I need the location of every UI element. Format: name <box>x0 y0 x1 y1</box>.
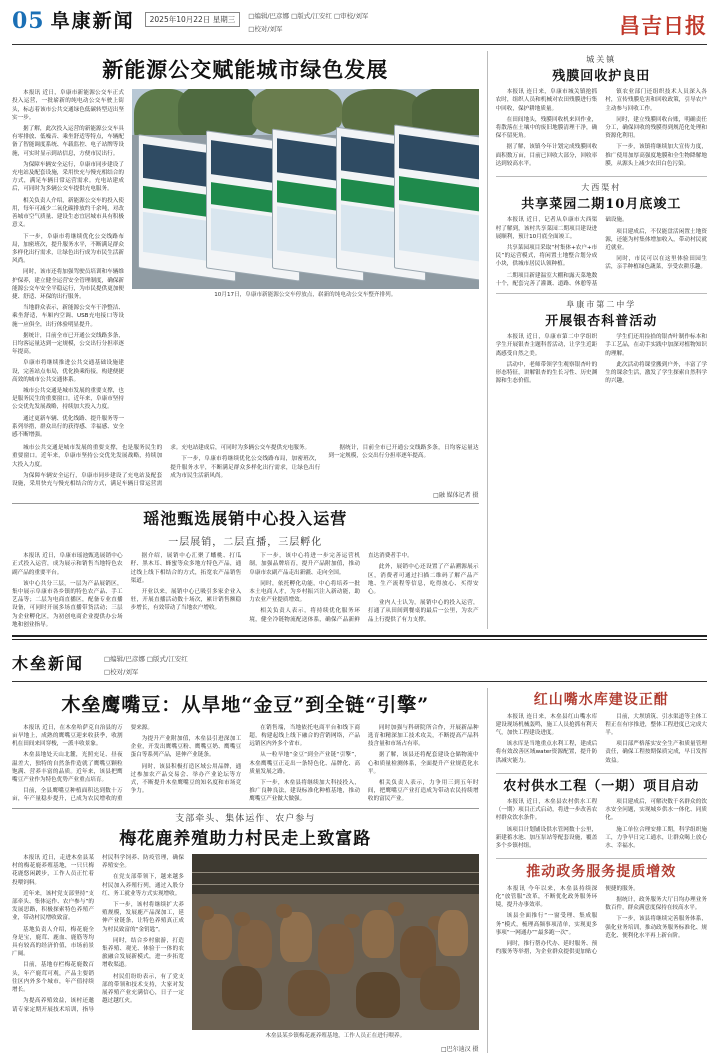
right-article-4-body <box>496 713 707 768</box>
deer-photo-block <box>192 854 479 1053</box>
mulei-editor-credits <box>94 651 188 677</box>
section-divider <box>12 635 707 640</box>
right-separator-4 <box>496 858 707 859</box>
right-article-5-headline: 农村供水工程（一期）项目启动 <box>503 778 700 794</box>
paragraph: 此次活动将课堂搬到户外，丰富了学生的课余生活，激发了学生探索自然科学的兴趣。 <box>605 361 707 385</box>
right-separator-2 <box>496 293 707 294</box>
paper-nameplate: 昌吉日报 <box>619 13 707 38</box>
right-column-lower <box>487 688 707 1053</box>
mulei-editor-line-1: □编辑/巴彦娜 □版式/江安红 <box>104 655 188 664</box>
paragraph: 为提高养殖效益，该村还邀请专家定期开展技术培训，指导村民科学饲养、防疫管理，确保养殖安全。 <box>12 855 184 1013</box>
paragraph: 同时，该市还将加强驾驶员培训和车辆维护保养，建立健全运营安全管理制度，确保新能源公交车安全平稳运行，为市民提供更加便捷、舒适、环保的出行服务。 <box>12 269 124 300</box>
deer-photo-caption: 木垒县某乡镇梅花鹿养殖基地，工作人员正在进行喂养。 <box>265 1033 406 1040</box>
paragraph: 开业以来，展销中心已吸引多家企业入驻，开展直播活动数十场次，累计销售额稳步增长，有效带动了当地农户增收。 <box>130 589 242 612</box>
article2-headline: 瑶池甄选展销中心投入运营 <box>143 509 348 529</box>
mulei-editor-line-2: □校对/刘军 <box>104 668 139 677</box>
paragraph: 本报讯 连日来，木垒县红山嘴水库建设现场机械轰鸣，施工人员抢抓有利天气，加快工程建设进度。 <box>495 713 598 736</box>
article2-subhead: 一层展销，二层直播，三层孵化 <box>168 537 323 549</box>
right-article-6-headline: 推动政务服务提质增效 <box>526 864 677 881</box>
paragraph: 该县全面推行“一窗受理、集成服务”模式，梳理高频事项清单，实现更多事项“一网通办”“最多跑一次”。 <box>495 913 598 936</box>
lead-body-left <box>12 89 124 439</box>
paragraph: 近年来，该村党支部坚持“支部牵头、集体运作、农户参与”的发展思路，积极探索特色养殖产业，带动村民增收致富。 <box>12 890 94 922</box>
paragraph: 共享菜园项目采取“村集体+农户+市民”的运营模式，将闲置土地整合划分成小块，供城市居民认领种植。 <box>495 244 598 268</box>
masthead-rule <box>12 44 707 45</box>
paragraph: 为提升产业附加值，木垒县引进深加工企业，开发出鹰嘴豆粉、鹰嘴豆奶、鹰嘴豆蛋白等系列产品，延伸产业链条。 <box>130 735 242 759</box>
paragraph: 相关负责人表示，将持续优化服务环境，健全冷链物流配送体系，确保产品新鲜直达消费者手中。 <box>249 553 413 623</box>
right-article-3-headline: 开展银杏科普活动 <box>545 313 658 329</box>
editor-credits <box>240 8 368 34</box>
article2-body <box>12 552 479 629</box>
lead-photo-caption: 10月17日，阜康市新能源公交车停放点，崭新的纯电动公交车整齐排列。 <box>214 292 397 299</box>
right-article-2-kicker: 大西渠村 <box>581 183 622 193</box>
paragraph: 据了解，此次投入运营的新能源公交车具有零排放、低噪音、乘坐舒适等特点，车辆配备了智能调度系统、车载监控、电子站牌等设施，可实时显示到站信息，方便市民出行。 <box>12 126 124 157</box>
right-article-2-headline: 共享菜园二期10月底竣工 <box>521 197 682 213</box>
paragraph: 在销售端，当地依托电商平台和线下商超，构建起线上线下融合的营销网络，产品远销区内外多个省市。 <box>249 724 360 748</box>
paragraph: 同时，推行帮办代办、延时服务、预约服务等举措，为企业群众提供更加贴心便捷的服务。 <box>495 885 639 956</box>
masthead <box>12 0 707 40</box>
paragraph: 下一步，阜康市将继续优化公交线路布局，加密班次，提升服务水平，不断满足群众多样化出行需求，让绿色出行成为市民生活新风尚。 <box>170 456 321 479</box>
right-article-6-body <box>496 885 707 957</box>
paragraph: 项目部严格落实安全生产和质量管理责任，确保工程按期保质完成，早日发挥效益。 <box>605 741 707 764</box>
paragraph: 同时，建立残膜回收台账，明确责任分工，确保回收的残膜得到规范化处理和资源化利用。 <box>605 116 707 140</box>
paragraph: 同时，市民可以在这里体验田园生活，亲手种植绿色蔬菜，享受农耕乐趣。 <box>605 256 707 271</box>
mulei-rule <box>12 681 707 682</box>
paragraph: 同时，依托孵化功能，中心将培养一批本土电商人才，为乡村振兴注入新动能，助力农业产业提质增效。 <box>249 580 360 604</box>
paragraph: 同时，结合乡村旅游，打造集养殖、观光、体验于一体的农旅融合发展新模式，进一步拓宽增收渠道。 <box>102 937 184 969</box>
lead-photo-block <box>132 89 479 442</box>
paragraph: 镇农业部门还组织技术人员深入各村，宣传残膜危害和回收政策，引导农户主动参与回收工作。 <box>605 89 707 112</box>
lead-headline: 新能源公交赋能城市绿色发展 <box>102 57 389 82</box>
paragraph: 该中心共分三层，一层为产品展销区，集中展示阜康市各乡镇的特色农产品、手工艺品等；二层为电商直播区，配备专业直播设备，可同时开展多场直播带货活动；三层为企业孵化区，为初创电商企业提供办公场地和创业指导。 <box>12 580 123 628</box>
paragraph: 本报讯 近日，走进木垒县某村的梅花鹿养殖基地，一只只梅花鹿悠闲踱步，工作人员正忙着投喂饲料。 <box>12 855 94 886</box>
paragraph: 据统计，政务服务大厅日均办理业务数百件，群众满意度保持在较高水平。 <box>605 896 707 912</box>
paragraph: 村民们纷纷表示，有了党支部的带领和技术支持，大家对发展养殖产业充满信心，日子一定越过越红火。 <box>102 973 184 1005</box>
lower-grid <box>12 688 707 1053</box>
right-article-3-body <box>496 333 707 388</box>
paragraph: 项目建成后，可解决数千名群众的饮水安全问题，实现城乡供水一体化、同质化。 <box>605 798 707 822</box>
paragraph: 据介绍，展销中心汇聚了蟠桃、打瓜籽、黑木耳、蜂蜜等众多地方特色产品，通过线上线下相结合的方式，拓宽农产品销售渠道。 <box>130 553 242 584</box>
right-article-1-headline: 残膜回收护良田 <box>552 69 651 84</box>
paragraph: 相关负责人介绍，新能源公交车的投入使用，每年可减少二氧化碳排放约千余吨，对改善城市空气质量、建设生态宜居城市具有积极意义。 <box>12 197 124 229</box>
mulei-masthead <box>12 646 707 677</box>
date-line: 2025年10月22日 星期三 <box>145 12 241 27</box>
right-article-1-kicker: 城关镇 <box>586 55 617 64</box>
paragraph: 据统计，目前全市已开通公交线路多条，日均客运量达到一定规模，公交出行分担率逐年提高。 <box>328 445 479 460</box>
upper-grid <box>12 51 707 629</box>
paragraph: 下一步，该中心将进一步完善运营机制，加强品牌培育，提升产品附加值，推动阜康市农副产品走出新疆、走向全国。 <box>249 553 360 576</box>
paragraph: 本报讯 近日，木垒县农村供水工程（一期）项目正式启动，将进一步改善农村群众饮水条件。 <box>495 798 598 822</box>
paragraph: 本报讯 近日，在木垒哈萨克自治县的万亩旱地上，成熟的鹰嘴豆迎来收获季，收割机在田间来回穿梭，一派丰收景象。 <box>12 724 123 748</box>
paragraph: 此外，展销中心还设置了产品溯源展示区，消费者可通过扫描二维码了解产品产地、生产流程等信息，吃得放心、买得安心。 <box>367 564 479 595</box>
paragraph: 目前，基地存栏梅花鹿数百头，年产鹿茸可观，产品主要销往区内外多个城市，年产值持续增长。 <box>12 962 94 994</box>
right-article-2-body <box>496 216 707 288</box>
right-separator-3 <box>496 773 707 774</box>
deer-kicker: 支部牵头、集体运作、农户参与 <box>175 813 316 824</box>
mulei-body <box>12 724 479 804</box>
paragraph: 在党支部带领下，越来越多村民加入养殖行列，通过入股分红、务工就业等方式实现增收。 <box>102 874 184 897</box>
paragraph: 城市公共交通是城市发展的重要支撑，也是服务民生的重要窗口。近年来，阜康市坚持公交优先发展战略，持续加大投入力度。 <box>12 387 124 411</box>
paragraph: 木垒县地处天山北麓，光照充足、昼夜温差大，独特的自然条件造就了鹰嘴豆颗粒饱满、营养丰富的品质。近年来，该县把鹰嘴豆产业作为特色优势产业重点培育。 <box>12 752 123 783</box>
editor-line-2: □校对/刘军 <box>248 25 283 33</box>
deer-byline: □巴尔迪汉 摄 <box>440 1046 479 1053</box>
right-article-3-kicker: 阜康市第二中学 <box>566 299 637 309</box>
right-column-upper <box>487 51 707 629</box>
paragraph: 学生们还用捡拾的银杏叶制作标本和手工艺品，在动手实践中加深对植物知识的理解。 <box>605 334 707 357</box>
lead-body-bottom <box>12 444 479 488</box>
paragraph: 为保障车辆安全运行，阜康市同步建设了充电站及配套设施，采用快充与慢充相结合的方式，满足车辆日常运营需求。充电站建成后，可同时为多辆公交车提供充电服务。 <box>12 161 124 193</box>
bus-fleet-photo <box>132 89 479 289</box>
paragraph: 本报讯 近日，阜康市第二中学组织学生开展银杏主题科普活动，让学生近距离感受自然之美。 <box>495 334 598 357</box>
paragraph: 基地负责人介绍，梅花鹿全身是宝，鹿茸、鹿血、鹿筋等均具有较高的经济价值，市场前景广阔。 <box>12 926 94 958</box>
paragraph: 据了解，该镇今年计划完成残膜回收面积数万亩，目前已回收大部分，回收率达到较高水平。 <box>495 144 598 167</box>
paragraph: 通过更新车辆、优化线路、提升服务等一系列举措，群众出行的获得感、幸福感、安全感不断增强。 <box>12 415 124 438</box>
paragraph: 从一粒旱地“金豆”到全产业链“引擎”，木垒鹰嘴豆正走出一条特色化、品牌化、高质量发展之路。 <box>249 752 360 775</box>
paragraph: 业内人士认为，展销中心的投入运营，打通了从田间到餐桌的最后一公里，为农产品上行提供了有力支撑。 <box>367 600 479 623</box>
paragraph: 活动中，老师带领学生观察银杏叶的形态特征，讲解银杏的生长习性、历史渊源和生态价值。 <box>495 361 598 385</box>
paragraph: 据了解，该县还将配套建设仓储物流中心和质量检测体系，全面提升产业规范化水平。 <box>367 752 479 775</box>
article-separator-2 <box>12 808 479 809</box>
paragraph: 同时加强与科研院所合作，开展新品种选育和精深加工技术攻关，不断提高产品科技含量和市场占有率。 <box>367 724 479 748</box>
paragraph: 本报讯 近日，记者从阜康市大西渠村了解到，该村共享菜园二期项目建设进展顺利，预计10月底全面竣工。 <box>495 217 598 240</box>
paragraph: 下一步，阜康市将继续优化公交线路布局，加密班次，提升服务水平，不断满足群众多样化出行需求，让绿色出行成为市民生活新风尚。 <box>12 233 124 265</box>
paragraph: 下一步，该县将继续完善服务体系，强化业务培训，推动政务服务标准化、规范化、便利化水平再上新台阶。 <box>605 916 707 939</box>
paragraph: 城市公共交通是城市发展的重要支撑，也是服务民生的重要窗口。近年来，阜康市坚持公交优先发展战略，持续加大投入力度。 <box>12 445 163 468</box>
paragraph: 该项目计划铺设供水管网数十公里，新建蓄水池、加压泵站等配套设施，覆盖多个乡镇村组。 <box>495 826 598 849</box>
deer-headline: 梅花鹿养殖助力村民走上致富路 <box>119 828 372 849</box>
left-main-column-lower <box>12 688 479 1053</box>
paragraph: 目前，全县鹰嘴豆种植面积达到数十万亩，年产量稳步提升，已成为农民增收的重要来源。 <box>12 724 154 803</box>
lead-text-left <box>12 89 124 442</box>
paragraph: 据统计，目前全市已开通公交线路多条，日均客运量达到一定规模，公交出行分担率逐年提高。 <box>12 332 124 356</box>
paragraph: 下一步，木垒县将继续加大科技投入，推广良种良法，建设标准化种植基地，推动鹰嘴豆产业做大做强。 <box>249 779 360 803</box>
paragraph: 本报讯 今年以来，木垒县持续深化“放管服”改革，不断优化政务服务环境，提升办事效率。 <box>495 885 598 909</box>
deer-farm-photo <box>192 854 479 1030</box>
paragraph: 该水库是当地重点水利工程，建成后将有效改善区域water资源配置，提升防洪减灾能力。 <box>495 741 598 764</box>
left-main-column <box>12 51 479 629</box>
paragraph: 为保障车辆安全运行，阜康市同步建设了充电站及配套设施，采用快充与慢充相结合的方式，满足车辆日常运营需求。充电站建成后，可同时为多辆公交车提供充电服务。 <box>12 445 311 487</box>
paragraph: 本报讯 近日，阜康市新能源公交车正式投入运营，一批崭新的纯电动公交车驶上街头，标志着该市公共交通绿色低碳转型迈出坚实一步。 <box>12 90 124 121</box>
paragraph: 同时，该县积极打造区域公用品牌，通过参加农产品交易会、举办产业论坛等方式，不断提升木垒鹰嘴豆的知名度和市场竞争力。 <box>130 763 242 795</box>
lead-byline: □融 媒体记者 摄 <box>433 492 479 500</box>
paragraph: 在田间地头，残膜回收机来回作业，将散落在土壤中的废旧地膜清理干净，确保不留死角。 <box>495 116 598 140</box>
paragraph: 目前，大坝填筑、引水渠道等主体工程正在有序推进，整体工程进度已完成大半。 <box>605 713 707 736</box>
deer-text-left <box>12 854 184 1053</box>
paragraph: 本报讯 近日，阜康市瑶池甄选展销中心正式投入运营，成为展示和销售当地特色农副产品的重要平台。 <box>12 553 123 576</box>
mulei-section-title: 木垒新闻 <box>12 654 85 674</box>
right-article-5-body <box>496 798 707 853</box>
paragraph: 相关负责人表示，力争用三到五年时间，把鹰嘴豆产业打造成为带动农民持续增收的富民产业。 <box>367 779 479 803</box>
article-separator-1 <box>12 503 479 504</box>
paragraph: 下一步，该镇将继续加大宣传力度，推广使用加厚高强度地膜和全生物降解地膜，从源头上减少农田白色污染。 <box>605 144 707 167</box>
paragraph: 当地群众表示，新能源公交车干净整洁、乘坐舒适，车厢内空调、USB充电接口等设施一应俱全，出行体验明显提升。 <box>12 305 124 328</box>
right-article-1-body <box>496 88 707 171</box>
right-article-4-headline: 红山嘴水库建设正酣 <box>533 692 669 709</box>
editor-line-1: □编辑/巴彦娜 □版式/江安红 □审校/刘军 <box>248 12 369 20</box>
page-number: 05 <box>12 8 45 34</box>
deer-body-left <box>12 854 184 1014</box>
paragraph: 施工单位合理安排工期，科学组织施工，力争早日完工通水，让群众喝上放心水、幸福水。 <box>605 826 707 849</box>
section-title: 阜康新闻 <box>50 10 135 32</box>
right-separator-1 <box>496 176 707 177</box>
paragraph: 项目建成后，不仅能盘活闲置土地资源，还能为村集体增加收入，带动村民就近就业。 <box>605 228 707 251</box>
paragraph: 二期项目新建温室大棚和露天菜地数十个，配套完善了灌溉、道路、休憩等基础设施。 <box>495 217 628 287</box>
mulei-headline: 木垒鹰嘴豆：从旱地“金豆”到全链“引擎” <box>61 694 430 717</box>
paragraph: 下一步，该村将继续扩大养殖规模，发展鹿产品深加工，延伸产业链条，让特色养殖真正成为村民致富的“金钥匙”。 <box>102 902 184 933</box>
paragraph: 阜康市将继续推进公共交通基础设施建设，完善站点布局，优化换乘衔接，构建便捷高效的城市公共交通体系。 <box>12 360 124 383</box>
paragraph: 本报讯 连日来，阜康市城关镇抢抓农时，组织人员和机械对农田残膜进行集中回收，保护耕地质量。 <box>495 89 598 112</box>
